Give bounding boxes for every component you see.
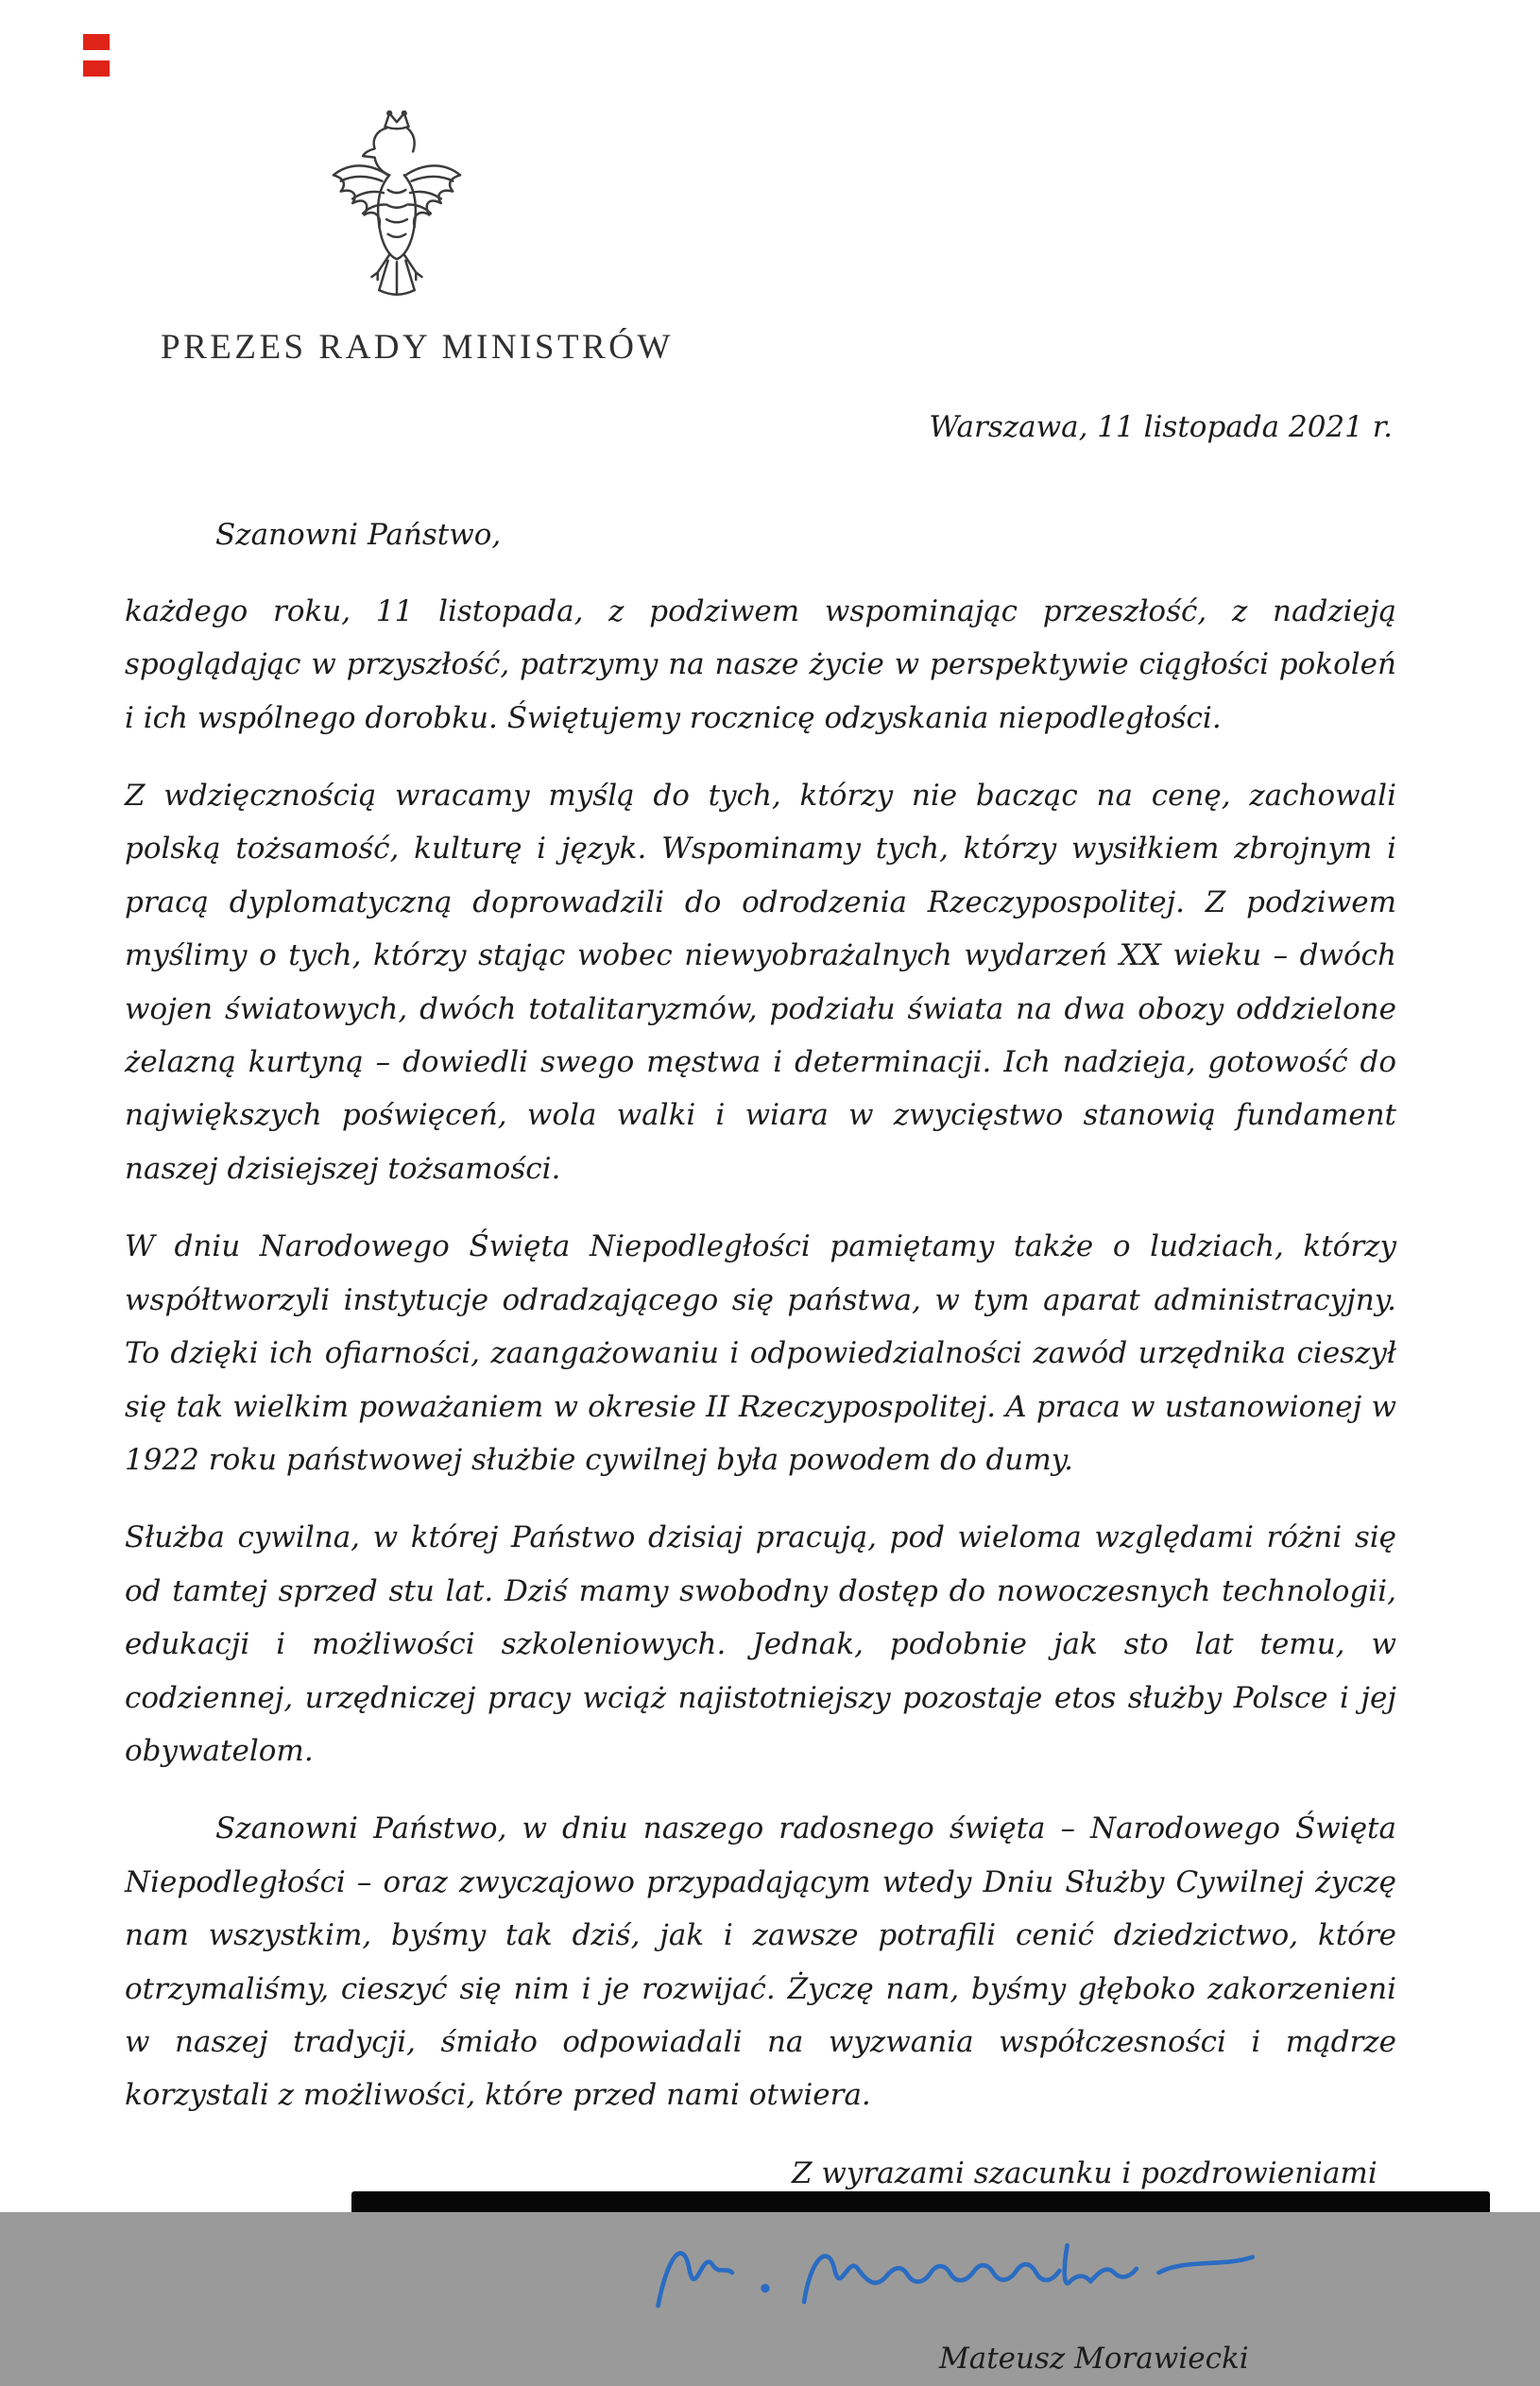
letter-body bbox=[125, 401, 1396, 2386]
handwritten-signature-image bbox=[642, 2217, 1266, 2326]
signatory-name: Mateusz Morawiecki bbox=[939, 2342, 1249, 2377]
salutation: Szanowni Państwo, bbox=[215, 518, 502, 553]
paragraph: Z wdzięcznością wracamy myślą do tych, którzy nie bacząc na cenę, zachowali polską tożsamość, kulturę i język. Wspominamy tych, którzy wysiłkiem zbrojnym i pracą dyplomatyczną doprowadzili do odrodzenia Rzeczypospolitej. Z podziwem myślimy o tych, którzy stając wobec niewyobrażalnych wydarzeń XX wieku – dwóch wojen światowych, dwóch totalitaryzmów, podziału świata na dwa obozy oddzielone żelazną kurtyną – dowiedli swego męstwa i determinacji. Ich nadzieja, gotowość do największych poświęceń, wola walki i wiara w zwycięstwo stanowią fundament naszej dzisiejszej tożsamości. bbox=[125, 779, 1396, 1186]
dateline: Warszawa, 11 listopada 2021 r. bbox=[929, 410, 1393, 444]
paragraph: każdego roku, 11 listopada, z podziwem wspominając przeszłość, z nadzieją spoglądając w przyszłość, patrzymy na nasze życie w perspektywie ciągłości pokoleń i ich wspólnego dorobku. Świętujemy rocznicę odzyskania niepodległości. bbox=[125, 593, 1396, 735]
polish-eagle-emblem-icon bbox=[323, 106, 471, 300]
paragraph: W dniu Narodowego Święta Niepodległości pamiętamy także o ludziach, którzy współtworzyli instytucje odradzającego się państwa, w tym aparat administracyjny. To dzięki ich ofiarności, zaangażowaniu i odpowiedzialności zawód urzędnika cieszył się tak wielkim poważaniem w okresie II Rzeczypospolitej. A praca w ustanowionej w 1922 roku państwowej służbie cywilnej była powodem do dumy. bbox=[125, 1229, 1396, 1477]
office-title: PREZES RADY MINISTRÓW bbox=[161, 328, 674, 367]
paragraph: Szanowni Państwo, w dniu naszego radosnego święta – Narodowego Święta Niepodległości – oraz zwyczajowo przypadającym wtedy Dniu Służby Cywilnej życzę nam wszystkim, byśmy tak dziś, jak i zawsze potrafili cenić dziedzictwo, które otrzymaliśmy, cieszyć się nim i je rozwijać. Życzę nam, byśmy głęboko zakorzenieni w naszej tradycji, śmiało odpowiadali na wyzwania współczesności i mądrze korzystali z możliwości, które przed nami otwiera. bbox=[125, 1811, 1396, 2113]
closing-line: Z wyrazami szacunku i pozdrowieniami bbox=[792, 2155, 1377, 2190]
red-scan-mark bbox=[83, 34, 110, 50]
signature-ink-stroke bbox=[642, 2217, 1266, 2326]
paragraph: Służba cywilna, w której Państwo dzisiaj pracują, pod wieloma względami różni się od tamtej sprzed stu lat. Dziś mamy swobodny dostęp do nowoczesnych technologii, edukacji i możliwości szkoleniowych. Jednak, podobnie jak sto lat temu, w codziennej, urzędniczej pracy wciąż najistotniejszy pozostaje etos służby Polsce i jej obywatelom. bbox=[125, 1520, 1396, 1768]
eagle-graphic bbox=[323, 106, 471, 300]
red-scan-mark bbox=[83, 60, 110, 77]
